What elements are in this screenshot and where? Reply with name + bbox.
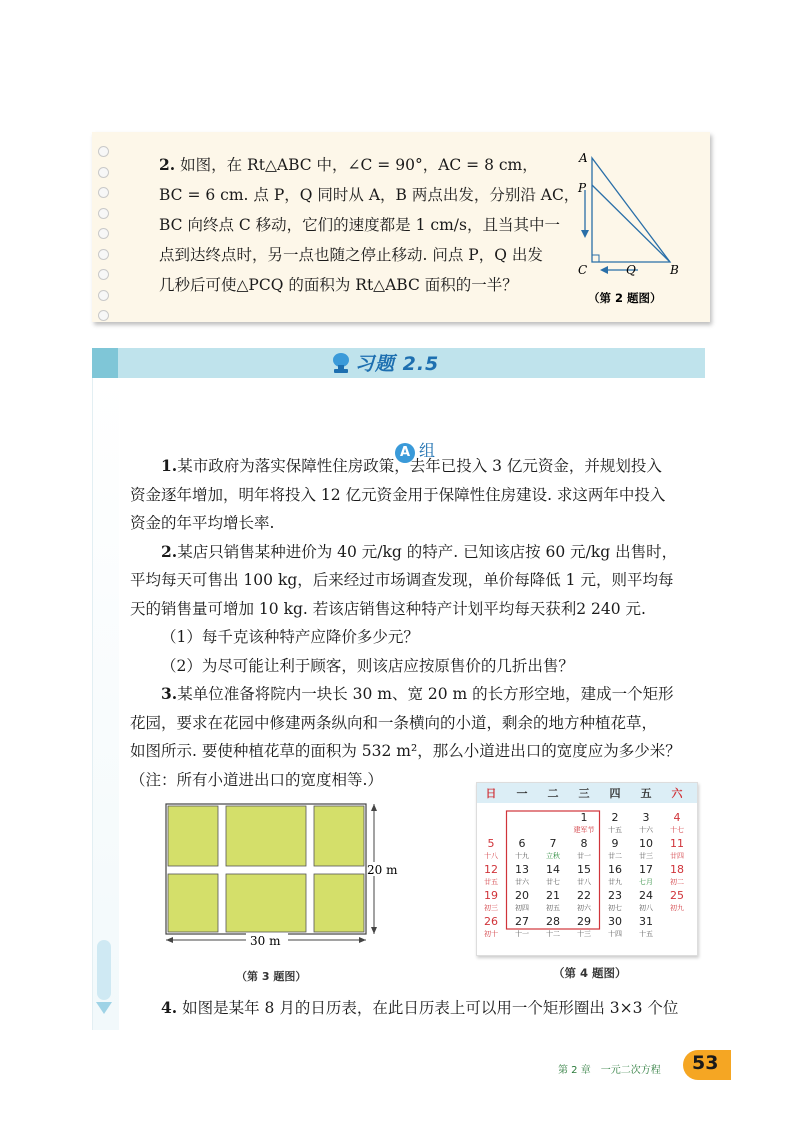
calendar-weekday: 四 xyxy=(609,787,621,800)
chapter-footer: 第 2 章 一元二次方程 xyxy=(558,1065,661,1076)
calendar-day: 31 xyxy=(639,915,653,928)
lawn-plot xyxy=(226,806,306,866)
triangle-abc xyxy=(592,158,670,262)
calendar-day: 22 xyxy=(577,889,591,902)
calendar-day: 27 xyxy=(515,915,529,928)
calendar-day: 2 xyxy=(611,811,619,824)
calendar-lunar: 廿六 xyxy=(515,878,529,886)
calendar-lunar: 立秋 xyxy=(546,852,560,860)
width-label: 30 m xyxy=(250,934,281,948)
calendar-lunar: 初十 xyxy=(484,930,498,938)
calendar-day: 24 xyxy=(639,889,653,902)
calendar-day: 5 xyxy=(487,837,495,850)
calendar-day: 12 xyxy=(484,863,498,876)
calendar-day: 15 xyxy=(577,863,591,876)
calendar-lunar: 七月 xyxy=(639,878,653,886)
calendar-lunar: 初八 xyxy=(639,904,653,912)
lawn-plot xyxy=(314,874,364,932)
calendar-lunar: 廿九 xyxy=(608,878,622,886)
label-q: Q xyxy=(626,263,636,277)
calendar-weekday: 六 xyxy=(671,787,683,800)
calendar-weekday: 三 xyxy=(578,787,590,800)
calendar-day: 7 xyxy=(549,837,557,850)
calendar-weekday: 一 xyxy=(516,787,528,800)
calendar-lunar: 初二 xyxy=(670,878,684,886)
right-angle-mark xyxy=(592,255,599,262)
card-binding-rings xyxy=(98,146,110,316)
calendar-day: 4 xyxy=(673,811,681,824)
lawn-plot xyxy=(168,806,218,866)
calendar-day: 8 xyxy=(580,837,588,850)
group-a-heading: A 组 xyxy=(395,438,435,463)
calendar-day: 16 xyxy=(608,863,622,876)
calendar-day: 18 xyxy=(670,863,684,876)
calendar-day: 14 xyxy=(546,863,560,876)
calendar-lunar: 廿一 xyxy=(577,852,591,860)
calendar-lunar: 初五 xyxy=(546,904,560,912)
calendar-weekday: 二 xyxy=(547,787,559,800)
calendar-day: 6 xyxy=(518,837,526,850)
calendar-day: 13 xyxy=(515,863,529,876)
exercise-4-text: 4. 如图是某年 8 月的日历表，在此日历表上可以用一个矩形圈出 3×3 个位 xyxy=(161,998,679,1017)
calendar-lunar: 初六 xyxy=(577,904,591,912)
label-c: C xyxy=(578,263,588,277)
calendar-lunar: 初三 xyxy=(484,904,498,912)
calendar-lunar: 廿三 xyxy=(639,852,653,860)
calendar-lunar: 十一 xyxy=(515,930,529,938)
scroll-indicator-icon xyxy=(92,940,118,1020)
problem-2-number: 2. xyxy=(159,155,176,174)
calendar-lunar: 十二 xyxy=(546,930,560,938)
calendar-day: 3 xyxy=(642,811,650,824)
calendar-day: 21 xyxy=(546,889,560,902)
label-p: P xyxy=(578,181,587,195)
calendar-lunar: 十九 xyxy=(515,852,529,860)
figure-2-caption: （第 2 题图） xyxy=(588,291,662,305)
calendar-lunar: 十五 xyxy=(608,826,622,834)
calendar-lunar: 十七 xyxy=(670,826,684,834)
calendar-lunar: 十四 xyxy=(608,930,622,938)
label-a: A xyxy=(579,151,588,165)
calendar-lunar: 建军节 xyxy=(573,826,595,834)
page-number: 53 xyxy=(692,1052,719,1074)
calendar-day: 29 xyxy=(577,915,591,928)
problem-2-text: 2. 如图，在 Rt△ABC 中，∠C = 90°，AC = 8 cm， BC = 6 cm. 点 P，Q 同时从 A，B 两点出发，分别沿 AC， BC 向终点 C 移动，它们的速度都是 1 cm/s，且当其中一 点到达终点时，另一点也随之停止移动. 问点 P，Q 出发 几秒后可使△PCQ 的面积为 Rt△ABC 面积的一半？ xyxy=(159,155,580,294)
calendar-lunar: 廿七 xyxy=(546,878,560,886)
calendar-weekday: 日 xyxy=(485,787,497,800)
lawn-plot xyxy=(168,874,218,932)
calendar-day: 17 xyxy=(639,863,653,876)
calendar-day: 9 xyxy=(611,837,619,850)
calendar-day: 25 xyxy=(670,889,684,902)
calendar-lunar: 十五 xyxy=(639,930,653,938)
calendar-day: 19 xyxy=(484,889,498,902)
calendar-lunar: 初四 xyxy=(515,904,529,912)
calendar-lunar: 十八 xyxy=(484,852,498,860)
calendar-lunar: 廿二 xyxy=(608,852,622,860)
calendar-lunar: 初九 xyxy=(670,904,684,912)
calendar-day: 1 xyxy=(580,811,588,824)
exercise-title: 习题 2.5 xyxy=(355,353,440,375)
lawn-plot xyxy=(226,874,306,932)
calendar-lunar: 廿八 xyxy=(577,878,591,886)
calendar xyxy=(476,782,698,956)
calendar-lunar: 十六 xyxy=(639,826,653,834)
calendar-day: 26 xyxy=(484,915,498,928)
triangle-figure xyxy=(570,150,700,315)
lawn-plot xyxy=(314,806,364,866)
segment-pb xyxy=(592,185,670,262)
group-a-badge: A xyxy=(395,443,415,463)
figure-4-caption: （第 4 题图） xyxy=(553,966,627,980)
trophy-icon xyxy=(330,351,352,375)
calendar-day: 20 xyxy=(515,889,529,902)
calendar-weekday: 五 xyxy=(640,787,652,800)
label-b: B xyxy=(670,263,679,277)
calendar-day: 28 xyxy=(546,915,560,928)
calendar-grid xyxy=(477,783,697,955)
calendar-day: 30 xyxy=(608,915,622,928)
calendar-day: 23 xyxy=(608,889,622,902)
calendar-lunar: 初七 xyxy=(608,904,622,912)
calendar-day: 11 xyxy=(670,837,684,850)
figure-3-caption: （第 3 题图） xyxy=(236,970,307,983)
height-label: 20 m xyxy=(367,863,398,877)
margin-sidebar xyxy=(92,378,119,1030)
arrow-q-head xyxy=(600,266,608,274)
garden-figure xyxy=(160,800,400,995)
calendar-lunar: 廿四 xyxy=(670,852,684,860)
arrow-p-head xyxy=(581,230,589,238)
calendar-day: 10 xyxy=(639,837,653,850)
banner-tab xyxy=(92,348,118,378)
exercises-text: 1.某市政府为落实保障性住房政策，去年已投入 3 亿元资金，并规划投入 资金逐年增加，明年将投入 12 亿元资金用于保障性住房建设. 求这两年中投入 资金的年平均增长率. 2.某店只销售某种进价为 40 元/kg 的特产. 已知该店按 60 元/kg 出售时， 平均每天可售出 100 kg，后来经过市场调查发现，单价每降低 1 元，则平均每 天的销售量可增加 10 kg. 若该店销售这种特产计划平均每天获利2 240 元. （1）每千克该种特产应降价多少元？ （2）为尽可能让利于顾客，则该店应按原售价的几折出售？ 3.某单位准备将院内一块长 30 m、宽 20 m 的长方形空地，建成一个矩形 花园，要求在花园中修建两条纵向和一条横向的小道，剩余的地方种植花草， 如图所示. 要使种植花草的面积为 532 m²，那么小道进出口的宽度应为多少米？ （注：所有小道进出口的宽度相等.） xyxy=(130,456,681,789)
calendar-lunar: 十三 xyxy=(577,930,591,938)
calendar-lunar: 廿五 xyxy=(484,878,498,886)
